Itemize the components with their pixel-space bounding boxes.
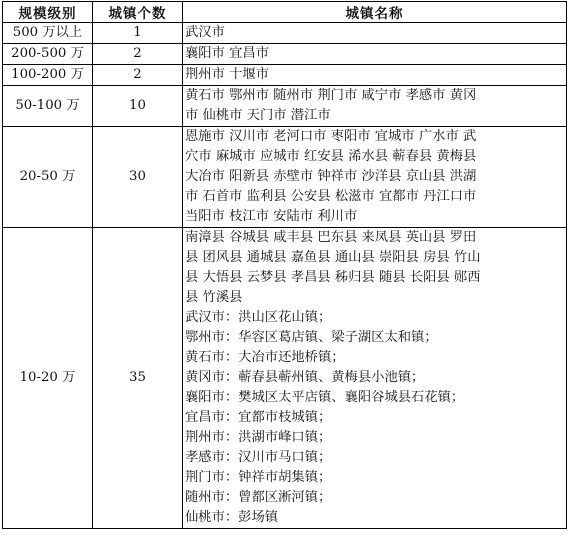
city-names-line: 黄石市 鄂州市 随州市 荆门市 咸宁市 孝感市 黄冈: [185, 88, 477, 103]
city-names-line: 南漳县 谷城县 咸丰县 巴东县 来凤县 英山县 罗田: [185, 230, 477, 245]
city-names-line: 当阳市 枝江市 安陆市 利川市: [185, 209, 358, 224]
city-names-cell: [183, 65, 567, 86]
city-names-line: 襄阳市：樊城区太平店镇、襄阳谷城县石花镇；: [185, 390, 465, 405]
city-names-line: 穴市 麻城市 应城市 红安县 浠水县 蕲春县 黄梅县: [185, 149, 477, 164]
city-names-line: 市 石首市 监利县 公安县 松滋市 宜都市 丹江口市: [185, 189, 477, 204]
header-scale-level: 规模级别: [3, 2, 93, 23]
city-names-cell: [183, 127, 567, 228]
city-names-line: 黄冈市：蕲春县蕲州镇、黄梅县小池镇；: [185, 370, 425, 385]
city-names-line: 宜昌市：宜都市枝城镇；: [185, 410, 332, 425]
city-names-line: 仙桃市：彭场镇: [185, 510, 279, 525]
city-scale-table: [2, 1, 567, 529]
scale-level-cell: 200-500 万: [3, 44, 93, 65]
city-names-line: 县 大悟县 云梦县 孝昌县 秭归县 随县 长阳县 郧西: [185, 270, 481, 285]
city-names-cell: [183, 228, 567, 529]
city-names-line: 荆州市：洪湖市峰口镇；: [185, 430, 332, 445]
city-names-line: 县 团风县 通城县 嘉鱼县 通山县 崇阳县 房县 竹山: [185, 250, 481, 265]
scale-level-cell: 20-50 万: [3, 127, 93, 228]
table-row: [3, 23, 567, 44]
city-names-line: 市 仙桃市 天门市 潜江市: [185, 108, 331, 123]
city-names-line: 鄂州市：华容区葛店镇、梁子湖区太和镇；: [185, 330, 438, 345]
city-names-cell: [183, 86, 567, 127]
city-names-line: 襄阳市 宜昌市: [185, 46, 270, 61]
city-names-line: 黄石市：大冶市还地桥镇；: [185, 350, 345, 365]
city-names-line: 县 竹溪县: [185, 290, 243, 305]
city-count-cell: 1: [93, 23, 183, 44]
city-count-cell: 2: [93, 65, 183, 86]
city-count-cell: 2: [93, 44, 183, 65]
table-row: [3, 65, 567, 86]
city-count-cell: 35: [93, 228, 183, 529]
city-names-line: 恩施市 汉川市 老河口市 枣阳市 宜城市 广水市 武: [185, 129, 477, 144]
table-row: [3, 44, 567, 65]
city-count-cell: 10: [93, 86, 183, 127]
scale-level-cell: 100-200 万: [3, 65, 93, 86]
table-row: [3, 127, 567, 228]
header-row: [3, 2, 567, 23]
city-scale-table-container: [2, 1, 566, 529]
city-names-line: 荆门市：钟祥市胡集镇；: [185, 470, 332, 485]
city-names-line: 荆州市 十堰市: [185, 67, 270, 82]
scale-level-cell: 500 万以上: [3, 23, 93, 44]
header-city-count: 城镇个数: [93, 2, 183, 23]
scale-level-cell: 10-20 万: [3, 228, 93, 529]
city-names-line: 武汉市：洪山区花山镇；: [185, 310, 332, 325]
table-row: [3, 228, 567, 529]
header-city-names: 城镇名称: [183, 2, 567, 23]
table-row: [3, 86, 567, 127]
city-count-cell: 30: [93, 127, 183, 228]
city-names-line: 随州市：曾都区淅河镇；: [185, 490, 332, 505]
city-names-cell: [183, 23, 567, 44]
city-names-cell: [183, 44, 567, 65]
city-names-line: 武汉市: [185, 25, 225, 40]
scale-level-cell: 50-100 万: [3, 86, 93, 127]
city-names-line: 孝感市：汉川市马口镇；: [185, 450, 332, 465]
city-names-line: 大冶市 阳新县 赤壁市 钟祥市 沙洋县 京山县 洪湖: [185, 169, 477, 184]
